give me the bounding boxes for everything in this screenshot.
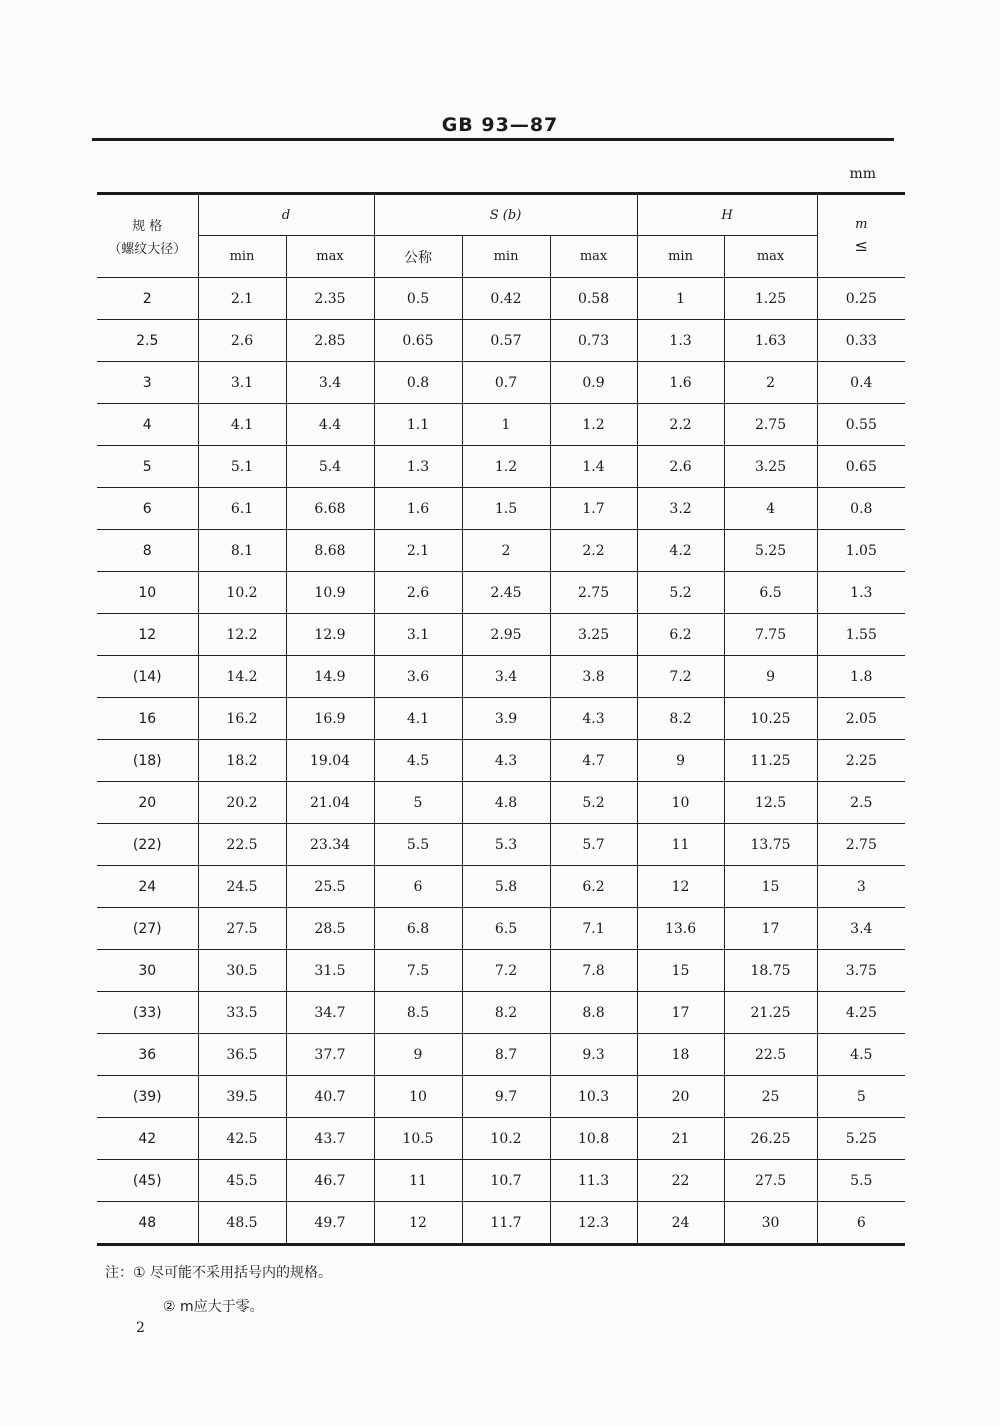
cell-spec: (45) bbox=[97, 1160, 198, 1202]
cell-d-min: 12.2 bbox=[198, 614, 286, 656]
table-row bbox=[97, 488, 905, 530]
note-2: ② m应大于零。 bbox=[163, 1299, 264, 1315]
cell-d-max: 49.7 bbox=[286, 1202, 374, 1245]
table-row bbox=[97, 656, 905, 698]
header-s-min: min bbox=[462, 236, 550, 278]
cell-s-max: 10.8 bbox=[550, 1118, 637, 1160]
cell-h-min: 1.6 bbox=[637, 362, 724, 404]
cell-h-min: 2.6 bbox=[637, 446, 724, 488]
cell-d-min: 2.6 bbox=[198, 320, 286, 362]
cell-spec: 48 bbox=[97, 1202, 198, 1245]
cell-s-min: 10.2 bbox=[462, 1118, 550, 1160]
cell-d-min: 4.1 bbox=[198, 404, 286, 446]
cell-h-max: 3.25 bbox=[724, 446, 817, 488]
cell-s-min: 6.5 bbox=[462, 908, 550, 950]
cell-s-min: 11.7 bbox=[462, 1202, 550, 1245]
cell-h-max: 7.75 bbox=[724, 614, 817, 656]
header-d-min: min bbox=[198, 236, 286, 278]
header-d: d bbox=[198, 194, 374, 236]
cell-s-max: 4.3 bbox=[550, 698, 637, 740]
cell-s-max: 10.3 bbox=[550, 1076, 637, 1118]
table-row bbox=[97, 446, 905, 488]
cell-m: 0.8 bbox=[817, 488, 905, 530]
cell-spec: 2 bbox=[97, 278, 198, 320]
cell-m: 1.8 bbox=[817, 656, 905, 698]
cell-spec: 8 bbox=[97, 530, 198, 572]
cell-d-max: 14.9 bbox=[286, 656, 374, 698]
table-row bbox=[97, 908, 905, 950]
cell-spec: (14) bbox=[97, 656, 198, 698]
table-row bbox=[97, 950, 905, 992]
cell-s-nominal: 2.1 bbox=[374, 530, 462, 572]
cell-s-nominal: 12 bbox=[374, 1202, 462, 1245]
cell-s-min: 2 bbox=[462, 530, 550, 572]
table-row bbox=[97, 614, 905, 656]
cell-d-max: 12.9 bbox=[286, 614, 374, 656]
cell-d-min: 8.1 bbox=[198, 530, 286, 572]
cell-s-nominal: 2.6 bbox=[374, 572, 462, 614]
header-d-max: max bbox=[286, 236, 374, 278]
table-row bbox=[97, 698, 905, 740]
cell-m: 0.55 bbox=[817, 404, 905, 446]
cell-s-max: 2.2 bbox=[550, 530, 637, 572]
cell-d-min: 6.1 bbox=[198, 488, 286, 530]
cell-m: 5.25 bbox=[817, 1118, 905, 1160]
cell-h-max: 5.25 bbox=[724, 530, 817, 572]
cell-m: 1.3 bbox=[817, 572, 905, 614]
cell-s-max: 1.7 bbox=[550, 488, 637, 530]
cell-h-min: 18 bbox=[637, 1034, 724, 1076]
cell-d-max: 43.7 bbox=[286, 1118, 374, 1160]
cell-s-min: 1.2 bbox=[462, 446, 550, 488]
cell-m: 3.4 bbox=[817, 908, 905, 950]
cell-s-min: 5.8 bbox=[462, 866, 550, 908]
cell-s-min: 7.2 bbox=[462, 950, 550, 992]
header-spec bbox=[97, 194, 198, 278]
cell-m: 3.75 bbox=[817, 950, 905, 992]
cell-s-nominal: 10.5 bbox=[374, 1118, 462, 1160]
cell-s-max: 9.3 bbox=[550, 1034, 637, 1076]
cell-spec: 12 bbox=[97, 614, 198, 656]
cell-d-min: 22.5 bbox=[198, 824, 286, 866]
cell-h-max: 30 bbox=[724, 1202, 817, 1245]
cell-s-nominal: 1.3 bbox=[374, 446, 462, 488]
cell-m: 0.25 bbox=[817, 278, 905, 320]
cell-h-min: 9 bbox=[637, 740, 724, 782]
table-row bbox=[97, 362, 905, 404]
cell-h-min: 24 bbox=[637, 1202, 724, 1245]
cell-s-max: 7.8 bbox=[550, 950, 637, 992]
table-row bbox=[97, 530, 905, 572]
cell-spec: 16 bbox=[97, 698, 198, 740]
cell-m: 0.4 bbox=[817, 362, 905, 404]
cell-h-max: 17 bbox=[724, 908, 817, 950]
cell-spec: 24 bbox=[97, 866, 198, 908]
cell-d-max: 3.4 bbox=[286, 362, 374, 404]
cell-h-min: 22 bbox=[637, 1160, 724, 1202]
cell-h-min: 3.2 bbox=[637, 488, 724, 530]
cell-d-max: 31.5 bbox=[286, 950, 374, 992]
cell-s-nominal: 0.8 bbox=[374, 362, 462, 404]
cell-d-max: 16.9 bbox=[286, 698, 374, 740]
cell-h-min: 21 bbox=[637, 1118, 724, 1160]
cell-s-min: 0.57 bbox=[462, 320, 550, 362]
table-row bbox=[97, 824, 905, 866]
cell-s-nominal: 3.1 bbox=[374, 614, 462, 656]
cell-s-nominal: 11 bbox=[374, 1160, 462, 1202]
cell-h-min: 13.6 bbox=[637, 908, 724, 950]
cell-m: 2.25 bbox=[817, 740, 905, 782]
cell-h-min: 6.2 bbox=[637, 614, 724, 656]
cell-h-max: 4 bbox=[724, 488, 817, 530]
cell-s-max: 8.8 bbox=[550, 992, 637, 1034]
cell-h-min: 4.2 bbox=[637, 530, 724, 572]
cell-s-max: 5.2 bbox=[550, 782, 637, 824]
cell-d-max: 2.35 bbox=[286, 278, 374, 320]
cell-m: 0.65 bbox=[817, 446, 905, 488]
cell-h-min: 12 bbox=[637, 866, 724, 908]
cell-d-max: 6.68 bbox=[286, 488, 374, 530]
header-s-nominal: 公称 bbox=[374, 236, 462, 278]
cell-s-nominal: 6.8 bbox=[374, 908, 462, 950]
cell-d-min: 2.1 bbox=[198, 278, 286, 320]
cell-s-min: 0.42 bbox=[462, 278, 550, 320]
cell-s-max: 3.25 bbox=[550, 614, 637, 656]
cell-s-min: 2.45 bbox=[462, 572, 550, 614]
header-m bbox=[817, 194, 905, 278]
table-row bbox=[97, 1034, 905, 1076]
cell-d-max: 4.4 bbox=[286, 404, 374, 446]
cell-s-min: 3.9 bbox=[462, 698, 550, 740]
cell-d-max: 23.34 bbox=[286, 824, 374, 866]
table-row bbox=[97, 1076, 905, 1118]
cell-d-min: 45.5 bbox=[198, 1160, 286, 1202]
cell-d-max: 8.68 bbox=[286, 530, 374, 572]
cell-s-min: 4.3 bbox=[462, 740, 550, 782]
cell-s-min: 0.7 bbox=[462, 362, 550, 404]
cell-h-max: 22.5 bbox=[724, 1034, 817, 1076]
document-title: GB 93—87 bbox=[441, 114, 559, 136]
table-row bbox=[97, 782, 905, 824]
cell-s-nominal: 5.5 bbox=[374, 824, 462, 866]
cell-h-max: 27.5 bbox=[724, 1160, 817, 1202]
cell-s-nominal: 6 bbox=[374, 866, 462, 908]
cell-h-max: 15 bbox=[724, 866, 817, 908]
cell-spec: 3 bbox=[97, 362, 198, 404]
cell-s-nominal: 5 bbox=[374, 782, 462, 824]
cell-s-min: 2.95 bbox=[462, 614, 550, 656]
cell-m: 2.5 bbox=[817, 782, 905, 824]
cell-h-max: 25 bbox=[724, 1076, 817, 1118]
table-row bbox=[97, 278, 905, 320]
cell-s-nominal: 1.1 bbox=[374, 404, 462, 446]
cell-spec: 4 bbox=[97, 404, 198, 446]
header-h: H bbox=[637, 194, 817, 236]
cell-h-min: 5.2 bbox=[637, 572, 724, 614]
cell-spec: (22) bbox=[97, 824, 198, 866]
cell-h-max: 26.25 bbox=[724, 1118, 817, 1160]
cell-m: 3 bbox=[817, 866, 905, 908]
cell-s-max: 3.8 bbox=[550, 656, 637, 698]
cell-s-max: 6.2 bbox=[550, 866, 637, 908]
cell-m: 5.5 bbox=[817, 1160, 905, 1202]
cell-s-max: 4.7 bbox=[550, 740, 637, 782]
cell-s-min: 8.2 bbox=[462, 992, 550, 1034]
cell-s-min: 3.4 bbox=[462, 656, 550, 698]
cell-d-min: 30.5 bbox=[198, 950, 286, 992]
table-row bbox=[97, 992, 905, 1034]
cell-s-min: 9.7 bbox=[462, 1076, 550, 1118]
cell-h-min: 17 bbox=[637, 992, 724, 1034]
cell-d-min: 33.5 bbox=[198, 992, 286, 1034]
cell-d-max: 46.7 bbox=[286, 1160, 374, 1202]
note-1: 注：① 尽可能不采用括号内的规格。 bbox=[105, 1265, 333, 1281]
cell-s-min: 8.7 bbox=[462, 1034, 550, 1076]
cell-spec: 20 bbox=[97, 782, 198, 824]
cell-s-max: 1.4 bbox=[550, 446, 637, 488]
cell-h-min: 10 bbox=[637, 782, 724, 824]
header-s: S (b) bbox=[374, 194, 637, 236]
header-h-min: min bbox=[637, 236, 724, 278]
cell-d-max: 19.04 bbox=[286, 740, 374, 782]
cell-d-min: 39.5 bbox=[198, 1076, 286, 1118]
cell-s-nominal: 0.5 bbox=[374, 278, 462, 320]
cell-spec: 30 bbox=[97, 950, 198, 992]
cell-h-max: 13.75 bbox=[724, 824, 817, 866]
cell-s-max: 0.73 bbox=[550, 320, 637, 362]
cell-spec: (39) bbox=[97, 1076, 198, 1118]
cell-d-min: 36.5 bbox=[198, 1034, 286, 1076]
cell-s-nominal: 3.6 bbox=[374, 656, 462, 698]
cell-m: 2.05 bbox=[817, 698, 905, 740]
cell-h-max: 21.25 bbox=[724, 992, 817, 1034]
cell-d-min: 5.1 bbox=[198, 446, 286, 488]
cell-d-max: 28.5 bbox=[286, 908, 374, 950]
cell-s-nominal: 9 bbox=[374, 1034, 462, 1076]
header-h-max: max bbox=[724, 236, 817, 278]
table-row bbox=[97, 1118, 905, 1160]
unit-label: mm bbox=[849, 166, 876, 182]
cell-h-min: 15 bbox=[637, 950, 724, 992]
cell-h-min: 1 bbox=[637, 278, 724, 320]
cell-m: 5 bbox=[817, 1076, 905, 1118]
cell-spec: (27) bbox=[97, 908, 198, 950]
cell-m: 2.75 bbox=[817, 824, 905, 866]
cell-h-min: 7.2 bbox=[637, 656, 724, 698]
header-spec-sub: （螺纹大径） bbox=[108, 242, 187, 257]
table-row bbox=[97, 866, 905, 908]
table-row bbox=[97, 1160, 905, 1202]
cell-d-min: 18.2 bbox=[198, 740, 286, 782]
cell-h-max: 12.5 bbox=[724, 782, 817, 824]
cell-d-max: 37.7 bbox=[286, 1034, 374, 1076]
cell-s-min: 10.7 bbox=[462, 1160, 550, 1202]
table-body bbox=[97, 278, 905, 1245]
cell-s-nominal: 4.1 bbox=[374, 698, 462, 740]
cell-d-min: 20.2 bbox=[198, 782, 286, 824]
header-m-sub: ≤ bbox=[854, 236, 868, 255]
cell-m: 1.55 bbox=[817, 614, 905, 656]
cell-d-min: 16.2 bbox=[198, 698, 286, 740]
cell-h-max: 1.63 bbox=[724, 320, 817, 362]
cell-h-max: 1.25 bbox=[724, 278, 817, 320]
cell-m: 4.5 bbox=[817, 1034, 905, 1076]
page-number: 2 bbox=[136, 1320, 145, 1336]
cell-s-nominal: 4.5 bbox=[374, 740, 462, 782]
header-spec-label: 规 格 bbox=[132, 219, 163, 234]
cell-d-max: 2.85 bbox=[286, 320, 374, 362]
cell-d-max: 21.04 bbox=[286, 782, 374, 824]
cell-h-max: 2 bbox=[724, 362, 817, 404]
cell-s-max: 2.75 bbox=[550, 572, 637, 614]
cell-spec: 42 bbox=[97, 1118, 198, 1160]
cell-h-min: 2.2 bbox=[637, 404, 724, 446]
cell-d-min: 3.1 bbox=[198, 362, 286, 404]
cell-s-nominal: 1.6 bbox=[374, 488, 462, 530]
header-s-max: max bbox=[550, 236, 637, 278]
cell-s-min: 1 bbox=[462, 404, 550, 446]
cell-s-max: 11.3 bbox=[550, 1160, 637, 1202]
cell-m: 6 bbox=[817, 1202, 905, 1245]
table-row bbox=[97, 1202, 905, 1245]
cell-s-nominal: 8.5 bbox=[374, 992, 462, 1034]
table-row bbox=[97, 404, 905, 446]
cell-s-max: 12.3 bbox=[550, 1202, 637, 1245]
cell-d-min: 24.5 bbox=[198, 866, 286, 908]
cell-h-max: 18.75 bbox=[724, 950, 817, 992]
cell-s-max: 7.1 bbox=[550, 908, 637, 950]
dimensions-table bbox=[97, 192, 905, 1246]
cell-s-nominal: 10 bbox=[374, 1076, 462, 1118]
cell-d-min: 10.2 bbox=[198, 572, 286, 614]
cell-s-max: 5.7 bbox=[550, 824, 637, 866]
cell-spec: 2.5 bbox=[97, 320, 198, 362]
cell-d-min: 48.5 bbox=[198, 1202, 286, 1245]
cell-h-min: 20 bbox=[637, 1076, 724, 1118]
cell-s-max: 1.2 bbox=[550, 404, 637, 446]
cell-h-max: 10.25 bbox=[724, 698, 817, 740]
cell-m: 0.33 bbox=[817, 320, 905, 362]
cell-spec: 36 bbox=[97, 1034, 198, 1076]
cell-d-min: 14.2 bbox=[198, 656, 286, 698]
cell-h-max: 6.5 bbox=[724, 572, 817, 614]
cell-d-max: 10.9 bbox=[286, 572, 374, 614]
cell-spec: 5 bbox=[97, 446, 198, 488]
cell-h-max: 11.25 bbox=[724, 740, 817, 782]
cell-d-max: 5.4 bbox=[286, 446, 374, 488]
cell-s-max: 0.9 bbox=[550, 362, 637, 404]
header-m-label: m bbox=[855, 217, 868, 232]
cell-h-max: 9 bbox=[724, 656, 817, 698]
title-rule bbox=[92, 138, 894, 141]
cell-spec: (33) bbox=[97, 992, 198, 1034]
table-row bbox=[97, 572, 905, 614]
cell-h-max: 2.75 bbox=[724, 404, 817, 446]
cell-h-min: 8.2 bbox=[637, 698, 724, 740]
cell-s-min: 1.5 bbox=[462, 488, 550, 530]
cell-spec: 10 bbox=[97, 572, 198, 614]
cell-s-max: 0.58 bbox=[550, 278, 637, 320]
cell-m: 4.25 bbox=[817, 992, 905, 1034]
cell-spec: 6 bbox=[97, 488, 198, 530]
cell-d-min: 27.5 bbox=[198, 908, 286, 950]
cell-m: 1.05 bbox=[817, 530, 905, 572]
cell-d-min: 42.5 bbox=[198, 1118, 286, 1160]
cell-s-min: 4.8 bbox=[462, 782, 550, 824]
table-row bbox=[97, 740, 905, 782]
cell-h-min: 1.3 bbox=[637, 320, 724, 362]
cell-d-max: 34.7 bbox=[286, 992, 374, 1034]
table-row bbox=[97, 320, 905, 362]
cell-d-max: 40.7 bbox=[286, 1076, 374, 1118]
cell-h-min: 11 bbox=[637, 824, 724, 866]
cell-s-min: 5.3 bbox=[462, 824, 550, 866]
cell-s-nominal: 0.65 bbox=[374, 320, 462, 362]
cell-d-max: 25.5 bbox=[286, 866, 374, 908]
cell-s-nominal: 7.5 bbox=[374, 950, 462, 992]
cell-spec: (18) bbox=[97, 740, 198, 782]
